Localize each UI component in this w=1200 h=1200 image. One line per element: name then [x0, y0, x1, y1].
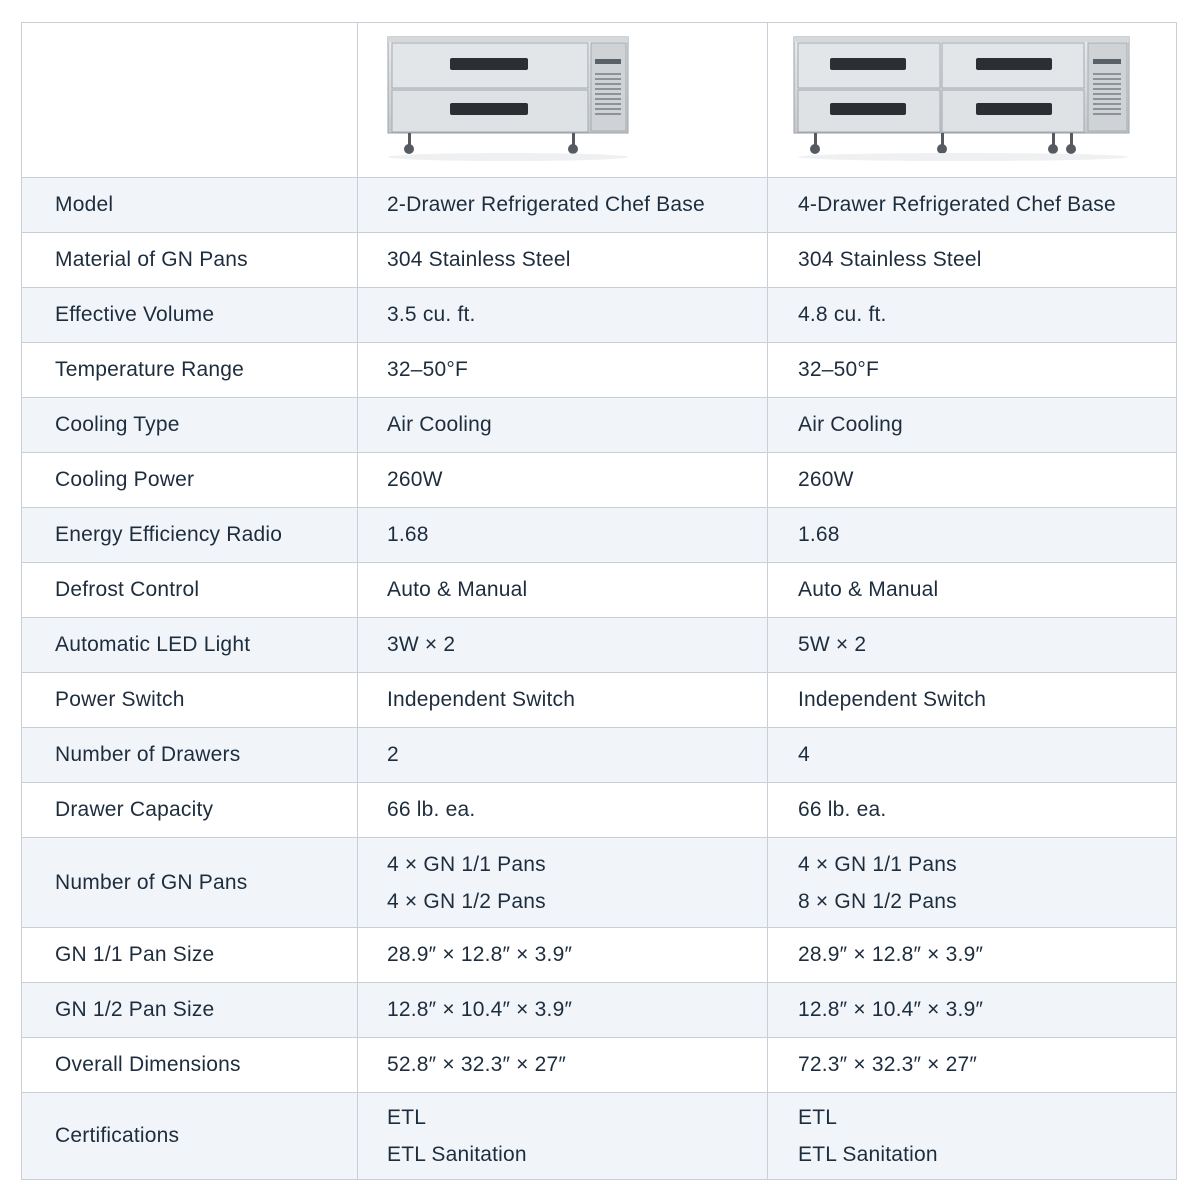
- 2-drawer-chef-base-image: [358, 23, 768, 175]
- spec-value-line: 4 × GN 1/1 Pans: [798, 852, 957, 876]
- spec-label: Certifications: [22, 1093, 358, 1179]
- table-row: [22, 562, 1176, 617]
- spec-value-2-drawer: [358, 1093, 768, 1179]
- spec-value-2-drawer: 2-Drawer Refrigerated Chef Base: [358, 178, 768, 232]
- spec-value-4-drawer: 32–50°F: [798, 358, 880, 381]
- spec-label: Overall Dimensions: [22, 1038, 358, 1092]
- table-row: [22, 397, 1176, 452]
- table-row: [22, 342, 1176, 397]
- spec-value-2-drawer: 66 lb. ea.: [358, 783, 768, 837]
- product-image-cell-2-drawer: [358, 23, 768, 177]
- table-row: [22, 287, 1176, 342]
- spec-label: Drawer Capacity: [22, 783, 358, 837]
- spec-value-4-drawer: 1.68: [798, 523, 840, 546]
- spec-value-2-drawer: Air Cooling: [358, 398, 768, 452]
- spec-value-4-drawer: Independent Switch: [798, 688, 987, 711]
- spec-value-2-drawer: 3.5 cu. ft.: [358, 288, 768, 342]
- spec-value-2-drawer: 52.8″ × 32.3″ × 27″: [358, 1038, 768, 1092]
- spec-value-2-drawer: 304 Stainless Steel: [358, 233, 768, 287]
- spec-value-4-drawer: 4: [798, 743, 810, 766]
- spec-value-4-drawer: [768, 838, 1176, 927]
- spec-value-4-drawer: 4.8 cu. ft.: [798, 303, 887, 326]
- spec-value-4-drawer: 5W × 2: [798, 633, 867, 656]
- spec-label: GN 1/1 Pan Size: [22, 928, 358, 982]
- spec-value-2-drawer: 3W × 2: [358, 618, 768, 672]
- spec-label: Cooling Power: [22, 453, 358, 507]
- spec-value-2-drawer: 12.8″ × 10.4″ × 3.9″: [358, 983, 768, 1037]
- table-row: [22, 452, 1176, 507]
- spec-label: Effective Volume: [22, 288, 358, 342]
- spec-value-4-drawer: 4-Drawer Refrigerated Chef Base: [798, 193, 1116, 216]
- spec-value-2-drawer: Auto & Manual: [358, 563, 768, 617]
- spec-value-4-drawer: [768, 1093, 1176, 1179]
- spec-value-4-drawer: 72.3″ × 32.3″ × 27″: [798, 1053, 978, 1076]
- spec-value-4-drawer: 260W: [798, 468, 854, 491]
- header-empty-cell: [22, 23, 358, 177]
- table-row: [22, 672, 1176, 727]
- spec-label: Power Switch: [22, 673, 358, 727]
- product-image-cell-4-drawer: [768, 23, 1176, 177]
- spec-value-line: 4 × GN 1/2 Pans: [387, 889, 546, 913]
- table-row: [22, 782, 1176, 837]
- spec-label: Model: [22, 178, 358, 232]
- spec-value-line: 4 × GN 1/1 Pans: [387, 852, 546, 876]
- spec-value-2-drawer: 28.9″ × 12.8″ × 3.9″: [358, 928, 768, 982]
- table-row: [22, 617, 1176, 672]
- spec-value-line: ETL: [387, 1106, 427, 1129]
- spec-label: Number of Drawers: [22, 728, 358, 782]
- table-row: [22, 927, 1176, 982]
- table-row: [22, 982, 1176, 1037]
- spec-value-2-drawer: Independent Switch: [358, 673, 768, 727]
- spec-value-4-drawer: 66 lb. ea.: [798, 798, 887, 821]
- table-row: [22, 837, 1176, 927]
- spec-label: Energy Efficiency Radio: [22, 508, 358, 562]
- spec-value-line: ETL Sanitation: [387, 1143, 527, 1166]
- spec-value-2-drawer: 2: [358, 728, 768, 782]
- table-row: [22, 727, 1176, 782]
- spec-value-4-drawer: 28.9″ × 12.8″ × 3.9″: [798, 943, 984, 966]
- spec-label: Cooling Type: [22, 398, 358, 452]
- spec-value-4-drawer: 12.8″ × 10.4″ × 3.9″: [798, 998, 984, 1021]
- table-row: [22, 232, 1176, 287]
- spec-value-4-drawer: Auto & Manual: [798, 578, 939, 601]
- spec-value-4-drawer: Air Cooling: [798, 413, 903, 436]
- spec-value-line: ETL Sanitation: [798, 1143, 938, 1166]
- spec-value-2-drawer: 260W: [358, 453, 768, 507]
- table-row: [22, 177, 1176, 232]
- spec-value-2-drawer: [358, 838, 768, 927]
- spec-label: Number of GN Pans: [22, 838, 358, 927]
- table-row: [22, 1037, 1176, 1092]
- spec-label: Material of GN Pans: [22, 233, 358, 287]
- spec-label: Temperature Range: [22, 343, 358, 397]
- spec-value-2-drawer: 32–50°F: [358, 343, 768, 397]
- header-row: [22, 23, 1176, 177]
- spec-label: Automatic LED Light: [22, 618, 358, 672]
- spec-label: Defrost Control: [22, 563, 358, 617]
- spec-value-2-drawer: 1.68: [358, 508, 768, 562]
- spec-value-line: ETL: [798, 1106, 838, 1129]
- spec-label: GN 1/2 Pan Size: [22, 983, 358, 1037]
- spec-value-4-drawer: 304 Stainless Steel: [798, 248, 982, 271]
- table-row: [22, 1092, 1176, 1179]
- table-row: [22, 507, 1176, 562]
- 4-drawer-chef-base-image: [768, 23, 1176, 175]
- spec-value-line: 8 × GN 1/2 Pans: [798, 889, 957, 913]
- spec-comparison-table: [21, 22, 1177, 1180]
